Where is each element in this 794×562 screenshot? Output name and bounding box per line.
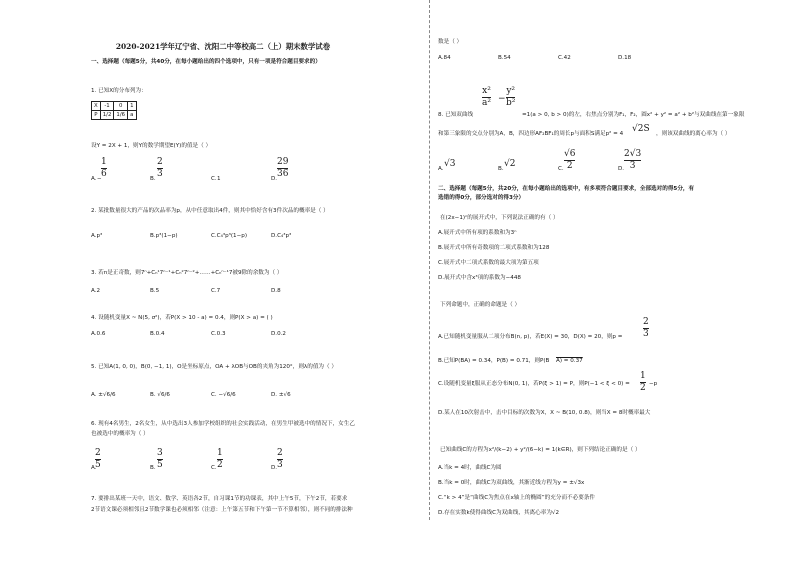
- q4-stem: 4. 设随机变量X ~ N(5, σ²)，若P(X > 10 - a) = 0.4，则P(X > a) = ( ): [91, 315, 273, 321]
- q7-line-3: 数是（ ）: [438, 39, 463, 45]
- table-cell: 1: [128, 102, 136, 111]
- q8-sqrt: √2S: [632, 124, 650, 134]
- q3-option-b: B.5: [150, 288, 160, 294]
- q3-option-a: A.2: [91, 288, 101, 294]
- q6-option-d-label: D.: [271, 465, 278, 471]
- q2-stem: 2. 某批数量很大的产品的次品率为p，从中任意取出4件，则其中恰好含有3件次品的概率是（ ）: [91, 208, 329, 214]
- denominator: 36: [277, 169, 289, 179]
- q1-option-d-label: D.: [271, 176, 278, 182]
- numerator: 1: [640, 371, 646, 381]
- q6-stem-continued: 也被选中的概率为（ ）: [91, 431, 149, 437]
- denominator: 2: [217, 460, 223, 470]
- q10-option-d: D.某人在10次射击中，击中目标的次数为X，X ~ B(10, 0.8)，则当X = 8时概率最大: [438, 410, 651, 416]
- numerator: y²: [506, 86, 516, 96]
- q5-option-d: D. ±√6: [271, 392, 291, 398]
- table-cell: X: [92, 102, 101, 111]
- q8-line-2: 和第三象限的交点分别为A，B，四边形AF₂BF₁的周长p与面积S满足p² = 4: [438, 131, 624, 137]
- numerator: 1: [101, 157, 107, 167]
- table-cell: 0: [114, 102, 128, 111]
- denominator: 3: [643, 329, 649, 339]
- q9-option-c: C.展开式中二项式系数的最大项为第五项: [438, 260, 539, 266]
- q8-option-b-value: √2: [504, 159, 516, 169]
- page-title: 2020-2021学年辽宁省、沈阳二中等校高二（上）期末数学试卷: [115, 42, 331, 51]
- q8-mid-text: =1(a > 0, b > 0)的左，右焦点分别为F₁，F₂，圆x² + y² = a² + b²与双曲线在第一象限: [522, 112, 745, 118]
- denominator: 2: [640, 383, 646, 393]
- denominator: b²: [506, 98, 516, 108]
- numerator: 2: [95, 448, 101, 458]
- q4-option-d: D.0.2: [271, 331, 286, 337]
- q5-option-a: A. ±√6/6: [91, 392, 116, 398]
- q6-option-b-fraction: [157, 449, 163, 470]
- q4-option-b: B.0.4: [150, 331, 165, 337]
- q3-option-c: C.7: [211, 288, 221, 294]
- q8-option-a-label: A.: [438, 166, 444, 172]
- q10-option-c: C.设随机变量ξ服从正态分布N(0, 1)，若P(ξ > 1) = P，则P(−1 < ξ < 0) =: [438, 381, 630, 387]
- numerator: 3: [157, 448, 163, 458]
- q3-stem: 3. 若n是正奇数，则7ⁿ+Cₙ¹7ⁿ⁻¹+Cₙ²7ⁿ⁻²+……+Cₙⁿ⁻¹7被9除的余数为（ ）: [91, 270, 283, 276]
- q8-prefix: 8. 已知双曲线: [438, 112, 474, 118]
- q1-option-c-label: C.: [211, 176, 217, 182]
- q1-option-d-fraction: [277, 158, 288, 179]
- q8-option-c-fraction: [564, 150, 575, 171]
- q1-distribution-table: [91, 101, 137, 120]
- q9-stem: 在(2x−1)ⁿ的展开式中，下列说法正确的有（ ）: [440, 215, 559, 221]
- q7-option-c: C.42: [558, 55, 571, 61]
- right-column: [430, 0, 794, 562]
- q11-option-d: D.存在实数k使得曲线C为双曲线，其离心率为√2: [438, 510, 560, 516]
- denominator: 3: [277, 460, 283, 470]
- section-2-heading-continued: 选错的得0分，部分选对的得3分）: [438, 195, 525, 201]
- table-cell: P: [92, 111, 101, 120]
- q1-stem: 1. 已知X的分布列为：: [91, 88, 147, 94]
- denominator: 2: [566, 161, 573, 171]
- q10-option-b-tail: A) = 0.37: [556, 358, 583, 364]
- q11-option-b: B.当k = 0时，曲线C为双曲线，其渐近线方程为y = ±√3x: [438, 480, 585, 486]
- q7-option-d: D.18: [618, 55, 632, 61]
- q10-option-b: B.已知P(BA) = 0.34，P(B) = 0.71，则P(B: [438, 358, 550, 364]
- q6-option-b-label: B.: [150, 465, 156, 471]
- q7-line-1: 7. 要排出某班一天中，语文、数学、英语各2节，自习课1节的功课表，其中上午5节，下午2节，若要求: [91, 496, 348, 502]
- numerator: 2: [643, 317, 649, 327]
- q2-option-d: D.C₄³p³: [271, 233, 292, 239]
- denominator: 5: [157, 460, 163, 470]
- q8-option-d-label: D.: [618, 166, 625, 172]
- q7-option-b: B.54: [498, 55, 511, 61]
- denominator: 6: [101, 169, 107, 179]
- numerator: 2√3: [624, 149, 642, 159]
- q7-option-a: A.84: [438, 55, 451, 61]
- q8-fraction-x: [482, 87, 491, 108]
- q1-condition: 设Y = 2X + 1，则Y的数学期望E(Y)的值是（ ）: [91, 143, 212, 149]
- q11-option-c: C.“k > 4”是“曲线C为焦点在x轴上的椭圆”的充分而不必要条件: [438, 495, 596, 501]
- table-cell: -1: [100, 102, 114, 111]
- section-1-heading: 一、选择题（每题5分，共40分，在每小题给出的四个选项中，只有一项是符合题目要求的）: [91, 59, 321, 65]
- q10-option-a-fraction: [643, 318, 649, 339]
- numerator: 2: [157, 157, 163, 167]
- q8-line-2-tail: ，则该双曲线的离心率为（ ）: [656, 131, 731, 137]
- q9-option-a: A.展开式中所有项的系数和为3ⁿ: [438, 230, 517, 236]
- q8-option-c-label: C.: [558, 166, 564, 172]
- q8-option-d-fraction: [624, 150, 641, 171]
- denominator: 5: [95, 460, 101, 470]
- q8-option-a-value: √3: [444, 159, 456, 169]
- q10-stem: 下列命题中，正确的命题是（ ）: [440, 302, 521, 308]
- q5-option-c: C. −√6/6: [211, 392, 236, 398]
- numerator: x²: [482, 86, 491, 96]
- q5-option-b: B. √6/6: [150, 392, 170, 398]
- q11-stem: 已知曲线C的方程为x²/(k−2) + y²/(6−k) = 1(k∈R)，则下列结论正确的是（ ）: [440, 447, 641, 453]
- q10-option-a: A.已知随机变量服从二项分布B(n, p)，若E(X) = 30，D(X) = 20，则p =: [438, 334, 623, 340]
- table-cell: a: [128, 111, 136, 120]
- section-2-heading: 二、选择题（每题5分，共20分，在每小题给出的选项中，有多项符合题目要求，全部选对的得5分，有: [438, 186, 695, 192]
- denominator: a²: [482, 98, 491, 108]
- numerator: 2: [277, 448, 283, 458]
- q11-option-a: A.当k = 4时，曲线C为圆: [438, 465, 502, 471]
- q10-option-c-tail: −p: [649, 381, 658, 387]
- denominator: 3: [629, 161, 636, 171]
- q1-option-a-label: A.: [91, 176, 97, 182]
- q6-option-a-label: A.: [91, 465, 97, 471]
- q1-option-a-fraction: [101, 158, 107, 179]
- q5-stem: 5. 已知A(1, 0, 0)，B(0, −1, 1)，O是坐标原点，OA + λOB与OB的夹角为120°，则λ的值为（ ）: [91, 364, 337, 370]
- q8-option-b-label: B.: [498, 166, 504, 172]
- q2-option-a: A.p³: [91, 233, 103, 239]
- q1-option-a-sign: −: [97, 176, 102, 182]
- denominator: 3: [157, 169, 163, 179]
- table-cell: 1/2: [100, 111, 114, 120]
- q9-option-b: B.展开式中所有奇数项的二项式系数和为128: [438, 245, 550, 251]
- q8-fraction-y: [506, 87, 515, 108]
- numerator: 1: [217, 448, 223, 458]
- q4-option-a: A.0.6: [91, 331, 106, 337]
- q2-option-c: C.C₄³p³(1−p): [211, 233, 248, 239]
- q7-line-2: 2节语文课必须相邻且2节数学课也必须相邻（注意：上午第五节和下午第一节不算相邻），则不同的排法种: [91, 507, 353, 513]
- numerator: 29: [277, 157, 289, 167]
- q1-option-b-fraction: [157, 158, 163, 179]
- q6-option-d-fraction: [277, 449, 283, 470]
- q1-option-b-label: B.: [150, 176, 156, 182]
- q6-option-c-fraction: [217, 449, 223, 470]
- q6-option-a-fraction: [95, 449, 101, 470]
- numerator: √6: [564, 149, 576, 159]
- q4-option-c: C.0.3: [211, 331, 226, 337]
- q1-option-c-value: 1: [217, 176, 221, 182]
- q2-option-b: B.p³(1−p): [150, 233, 178, 239]
- q3-option-d: D.8: [271, 288, 281, 294]
- q10-option-c-fraction: [640, 372, 646, 393]
- minus-sign: −: [498, 94, 506, 104]
- q9-option-d: D.展开式中含x³项的系数为−448: [438, 275, 521, 281]
- q6-stem: 6. 现有4名男生，2名女生，从中选出3人参加学校组织的社会实践活动，在男生甲被选中的情况下，女生乙: [91, 421, 355, 427]
- q6-option-c-label: C.: [211, 465, 217, 471]
- table-cell: 1/6: [114, 111, 128, 120]
